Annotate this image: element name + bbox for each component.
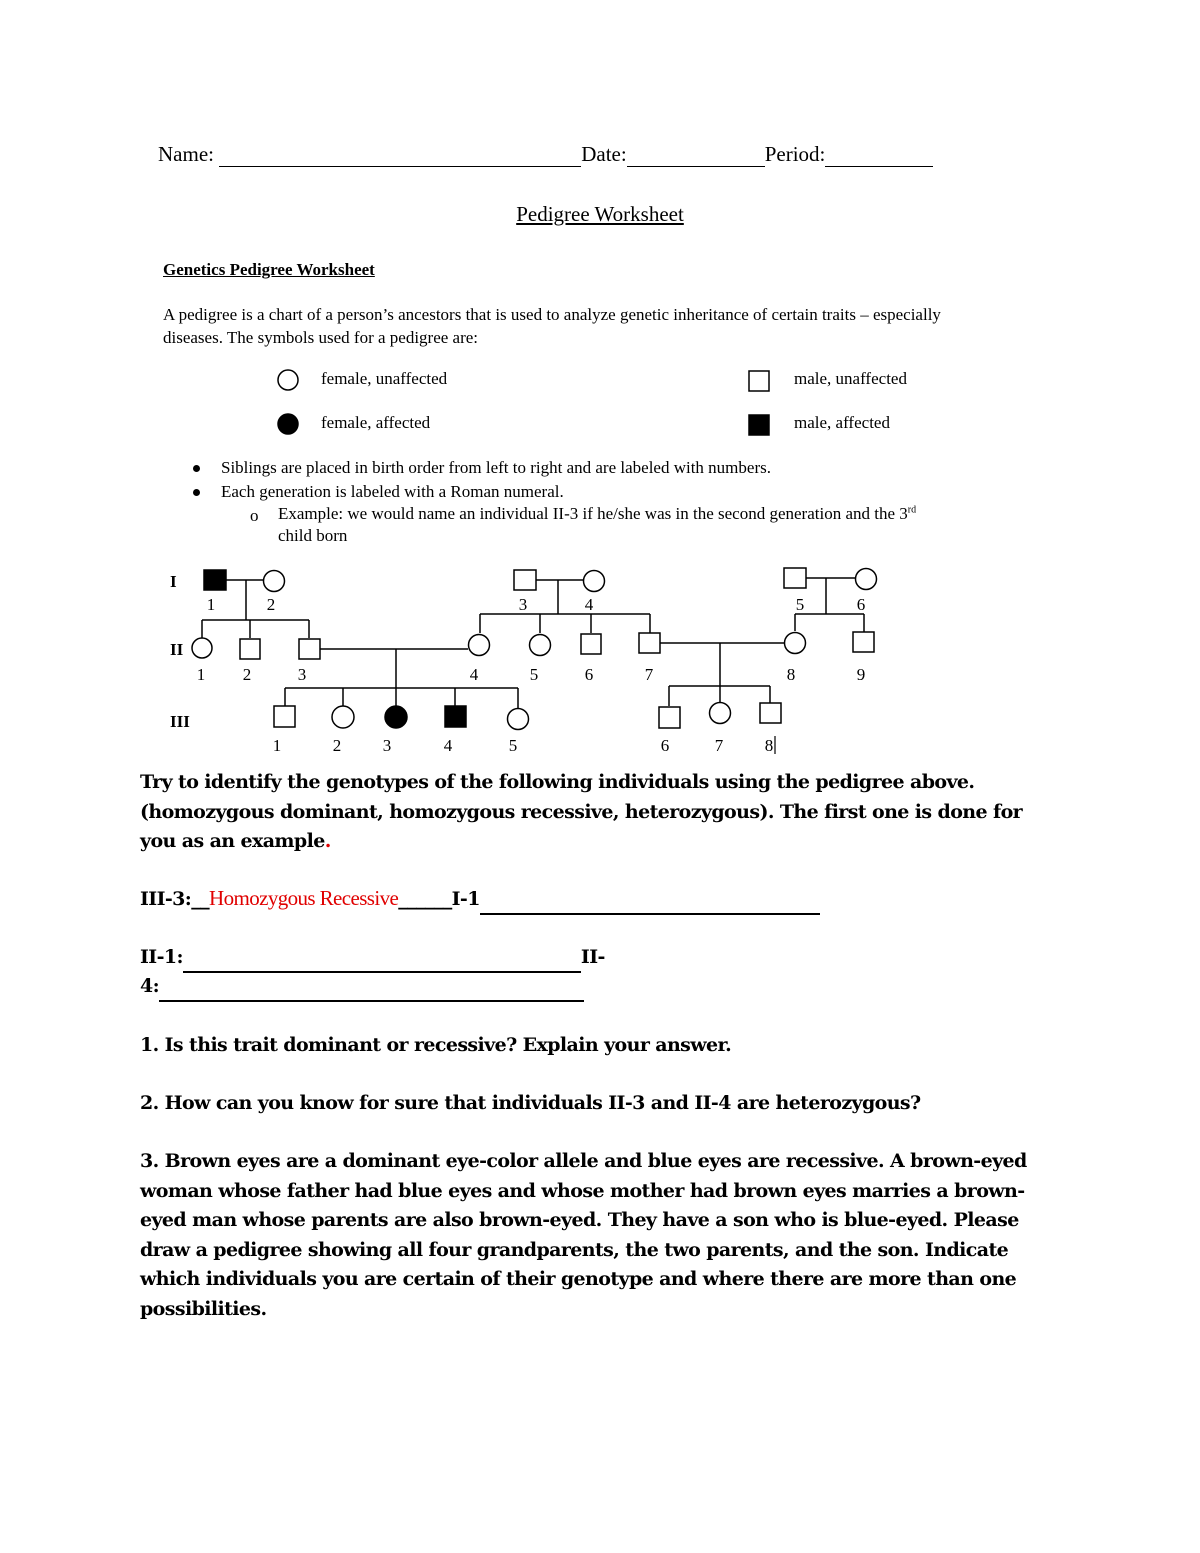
answer-row-1 xyxy=(140,884,1040,915)
III-8-male-unaffected xyxy=(760,703,781,723)
gen-label-I: I xyxy=(170,572,177,591)
II-6-male-unaffected xyxy=(581,634,601,654)
male-unaffected-icon xyxy=(749,371,769,391)
iii3-label: III-3: xyxy=(140,888,192,910)
III-3-number: 3 xyxy=(382,736,392,755)
I-1-male-affected xyxy=(204,570,226,590)
ii1-label: II-1: xyxy=(140,946,183,968)
gen-label-II: II xyxy=(170,640,184,659)
II-2-number: 2 xyxy=(242,665,252,684)
II-9-male-unaffected xyxy=(853,632,874,652)
II-9-number: 9 xyxy=(856,665,866,684)
pedigree-chart xyxy=(0,560,1200,760)
III-4-number: 4 xyxy=(443,736,453,755)
legend-symbols xyxy=(0,0,1200,450)
legend-female-affected: female, affected xyxy=(321,413,431,432)
answer-row-3 xyxy=(140,972,1040,1002)
ii4-answer-field[interactable] xyxy=(159,978,584,1002)
iii3-suffix: ______ xyxy=(398,888,452,910)
III-7-female-unaffected xyxy=(710,703,731,724)
III-5-number: 5 xyxy=(508,736,518,755)
instructions xyxy=(140,768,1040,857)
III-8-number: 8 xyxy=(764,736,774,755)
I-1-number: 1 xyxy=(206,595,216,614)
instructions-period: . xyxy=(324,830,331,852)
II-7-male-unaffected xyxy=(639,633,660,653)
II-4-female-unaffected xyxy=(469,635,490,656)
II-5-female-unaffected xyxy=(530,635,551,656)
sub-bullet-example xyxy=(278,504,916,524)
bullet-siblings: Siblings are placed in birth order from left to right and are labeled with numbers. xyxy=(221,458,771,477)
I-6-female-unaffected xyxy=(856,569,877,590)
I-3-male-unaffected xyxy=(514,570,536,590)
gen-label-III: III xyxy=(170,712,190,731)
question-3: 3. Brown eyes are a dominant eye-color allele and blue eyes are recessive. A brown-eyed woman whose father had blue eyes and whose mother had brown eyes marries a brown-eyed man whose parents are also brown-eyed. They have a son who is blue-eyed. Please draw a pedigree showing all four grandparents, the two parents, and the son. Indicate which individuals you are certain of their genotype and where there are more than one possibilities. xyxy=(140,1150,1027,1320)
II-8-female-unaffected xyxy=(785,633,806,654)
III-6-number: 6 xyxy=(660,736,670,755)
III-2-female-unaffected xyxy=(332,706,354,728)
II-7-number: 7 xyxy=(644,665,654,684)
female-unaffected-icon xyxy=(278,370,298,390)
III-7-number: 7 xyxy=(714,736,724,755)
I-2-female-unaffected xyxy=(264,571,285,592)
ii1-answer-field[interactable] xyxy=(183,949,581,973)
I-4-number: 4 xyxy=(584,595,594,614)
III-5-female-unaffected xyxy=(508,709,529,730)
I-4-female-unaffected xyxy=(584,571,605,592)
III-2-number: 2 xyxy=(332,736,342,755)
I-5-number: 5 xyxy=(795,595,805,614)
II-4-number: 4 xyxy=(469,665,479,684)
legend-male-affected: male, affected xyxy=(794,413,890,432)
III-4-male-affected xyxy=(445,706,466,727)
I-2-number: 2 xyxy=(266,595,276,614)
question-2: 2. How can you know for sure that individuals II-3 and II-4 are heterozygous? xyxy=(140,1092,921,1114)
II-1-female-unaffected xyxy=(192,638,212,658)
I-3-number: 3 xyxy=(518,595,528,614)
legend-male-unaffected: male, unaffected xyxy=(794,369,907,388)
sub-bullet-example-cont: child born xyxy=(278,526,348,545)
period-label: Period: xyxy=(764,142,826,166)
name-label: Name: xyxy=(158,142,214,166)
female-affected-icon xyxy=(278,414,298,434)
I-6-number: 6 xyxy=(856,595,866,614)
legend-female-unaffected: female, unaffected xyxy=(321,369,448,388)
I-5-male-unaffected xyxy=(784,568,806,588)
iii3-prefix: __ xyxy=(191,888,209,910)
II-5-number: 5 xyxy=(529,665,539,684)
bullet-generation: Each generation is labeled with a Roman numeral. xyxy=(221,482,564,501)
male-affected-icon xyxy=(749,415,769,435)
III-1-number: 1 xyxy=(272,736,282,755)
II-3-male-unaffected xyxy=(299,639,320,659)
bullet-icon xyxy=(193,465,200,472)
II-3-number: 3 xyxy=(297,665,307,684)
answer-row-2 xyxy=(140,943,1040,973)
iii3-answer[interactable]: Homozygous Recessive xyxy=(209,886,399,910)
bullet-icon xyxy=(193,489,200,496)
section-subtitle: Genetics Pedigree Worksheet xyxy=(163,260,375,279)
i1-answer-field[interactable] xyxy=(480,891,820,915)
III-1-male-unaffected xyxy=(274,706,295,727)
sub-bullet-marker: o xyxy=(250,506,259,525)
II-1-number: 1 xyxy=(196,665,206,684)
II-8-number: 8 xyxy=(786,665,796,684)
i1-label: I-1 xyxy=(451,888,480,910)
instructions-text: Try to identify the genotypes of the following individuals using the pedigree above. (homozygous dominant, homozygous recessive, heterozygous). The first one is done for you as an example xyxy=(140,771,1023,852)
date-label: Date: xyxy=(581,142,627,166)
III-6-male-unaffected xyxy=(659,707,680,728)
ii4-label-b: 4: xyxy=(140,975,160,997)
intro-paragraph: A pedigree is a chart of a person’s ancestors that is used to analyze genetic inheritance of certain traits – especially diseases. The symbols used for a pedigree are: xyxy=(163,305,941,347)
example-sup: rd xyxy=(907,504,917,516)
page-title: Pedigree Worksheet xyxy=(516,202,684,226)
II-2-male-unaffected xyxy=(240,639,260,659)
II-6-number: 6 xyxy=(584,665,594,684)
question-1: 1. Is this trait dominant or recessive? Explain your answer. xyxy=(140,1034,732,1056)
ii4-label-a: II- xyxy=(580,946,605,968)
III-3-female-affected xyxy=(385,706,407,728)
example-text: Example: we would name an individual II-3 if he/she was in the second generation and the 3 xyxy=(278,504,908,523)
